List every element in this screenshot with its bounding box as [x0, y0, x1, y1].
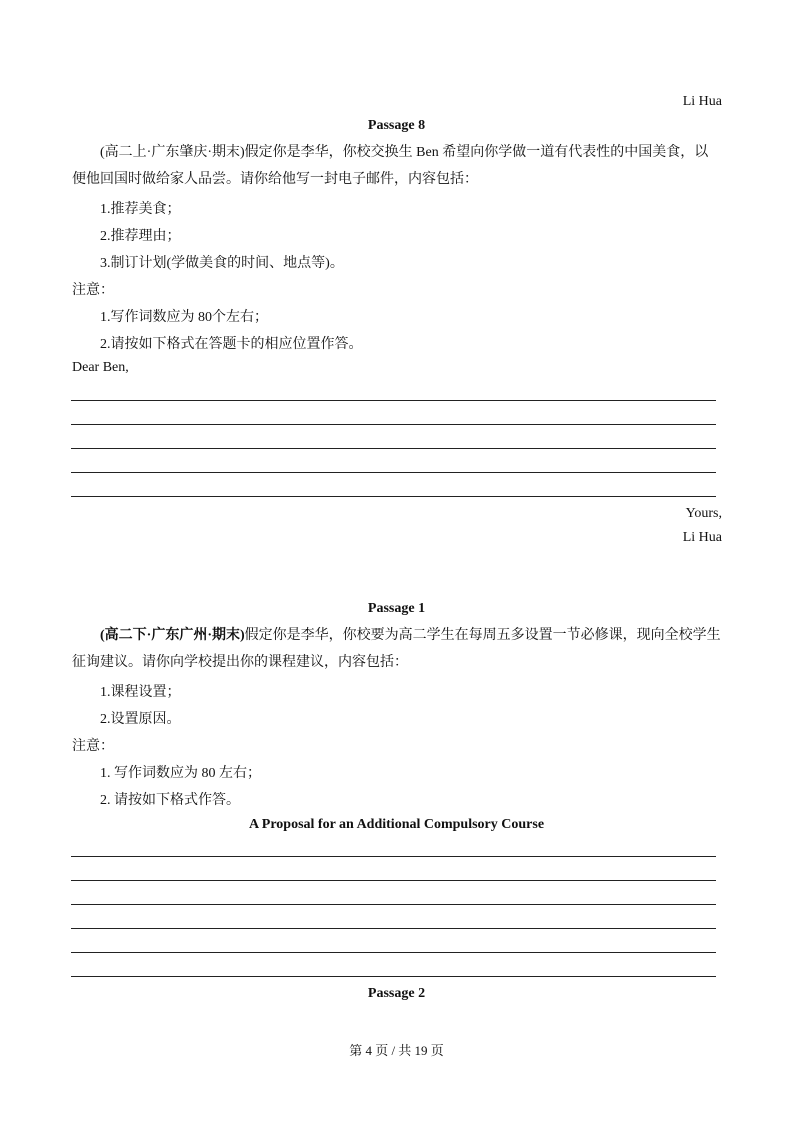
passage-8-item-2: 2.推荐理由； — [100, 229, 181, 244]
passage-8-source: (高二上·广东肇庆·期末) — [100, 145, 245, 160]
passage-1-title: Passage 1 — [367, 601, 426, 616]
answer-line — [71, 928, 716, 929]
passage-8-signature: Li Hua — [682, 530, 722, 545]
passage-1-note-2: 2. 请按如下格式作答。 — [100, 793, 240, 808]
answer-line — [71, 424, 716, 425]
passage-1-source: (高二下·广东广州·期末) — [100, 628, 245, 643]
answer-line — [71, 952, 716, 953]
answer-line — [71, 976, 716, 977]
top-signature: Li Hua — [682, 94, 722, 109]
passage-1-item-2: 2.设置原因。 — [100, 712, 181, 727]
page-number: 第 4 页 / 共 19 页 — [349, 1043, 444, 1058]
passage-2-title: Passage 2 — [367, 986, 426, 1001]
passage-8-prompt — [72, 139, 722, 193]
passage-8-closing: Yours, — [685, 506, 722, 521]
passage-8-item-3: 3.制订计划(学做美食的时间、地点等)。 — [100, 256, 344, 271]
passage-1-note-1: 1. 写作词数应为 80 左右； — [100, 766, 261, 781]
passage-8-title: Passage 8 — [367, 118, 426, 133]
passage-1-essay-title: A Proposal for an Additional Compulsory Course — [248, 817, 545, 832]
passage-1-body: 假定你是李华，你校要为高二学生在每周五多设置一节必修课，现向全校学生征询建议。请你向学校提出你的课程建议，内容包括： — [72, 628, 721, 670]
passage-8-salutation: Dear Ben, — [72, 360, 129, 375]
answer-line — [71, 856, 716, 857]
passage-8-item-1: 1.推荐美食； — [100, 202, 181, 217]
answer-line — [71, 472, 716, 473]
passage-1-prompt — [72, 622, 722, 676]
answer-line — [71, 496, 716, 497]
passage-1-notes-label: 注意： — [72, 739, 114, 754]
passage-8-note-1: 1.写作词数应为 80个左右； — [100, 310, 268, 325]
passage-8-notes-label: 注意： — [72, 283, 114, 298]
passage-8-note-2: 2.请按如下格式在答题卡的相应位置作答。 — [100, 337, 363, 352]
answer-line — [71, 904, 716, 905]
answer-line — [71, 400, 716, 401]
answer-line — [71, 880, 716, 881]
passage-1-item-1: 1.课程设置； — [100, 685, 181, 700]
passage-8-body: 假定你是李华，你校交换生 Ben 希望向你学做一道有代表性的中国美食，以便他回国时做给家人品尝。请你给他写一封电子邮件，内容包括： — [72, 145, 709, 187]
answer-line — [71, 448, 716, 449]
